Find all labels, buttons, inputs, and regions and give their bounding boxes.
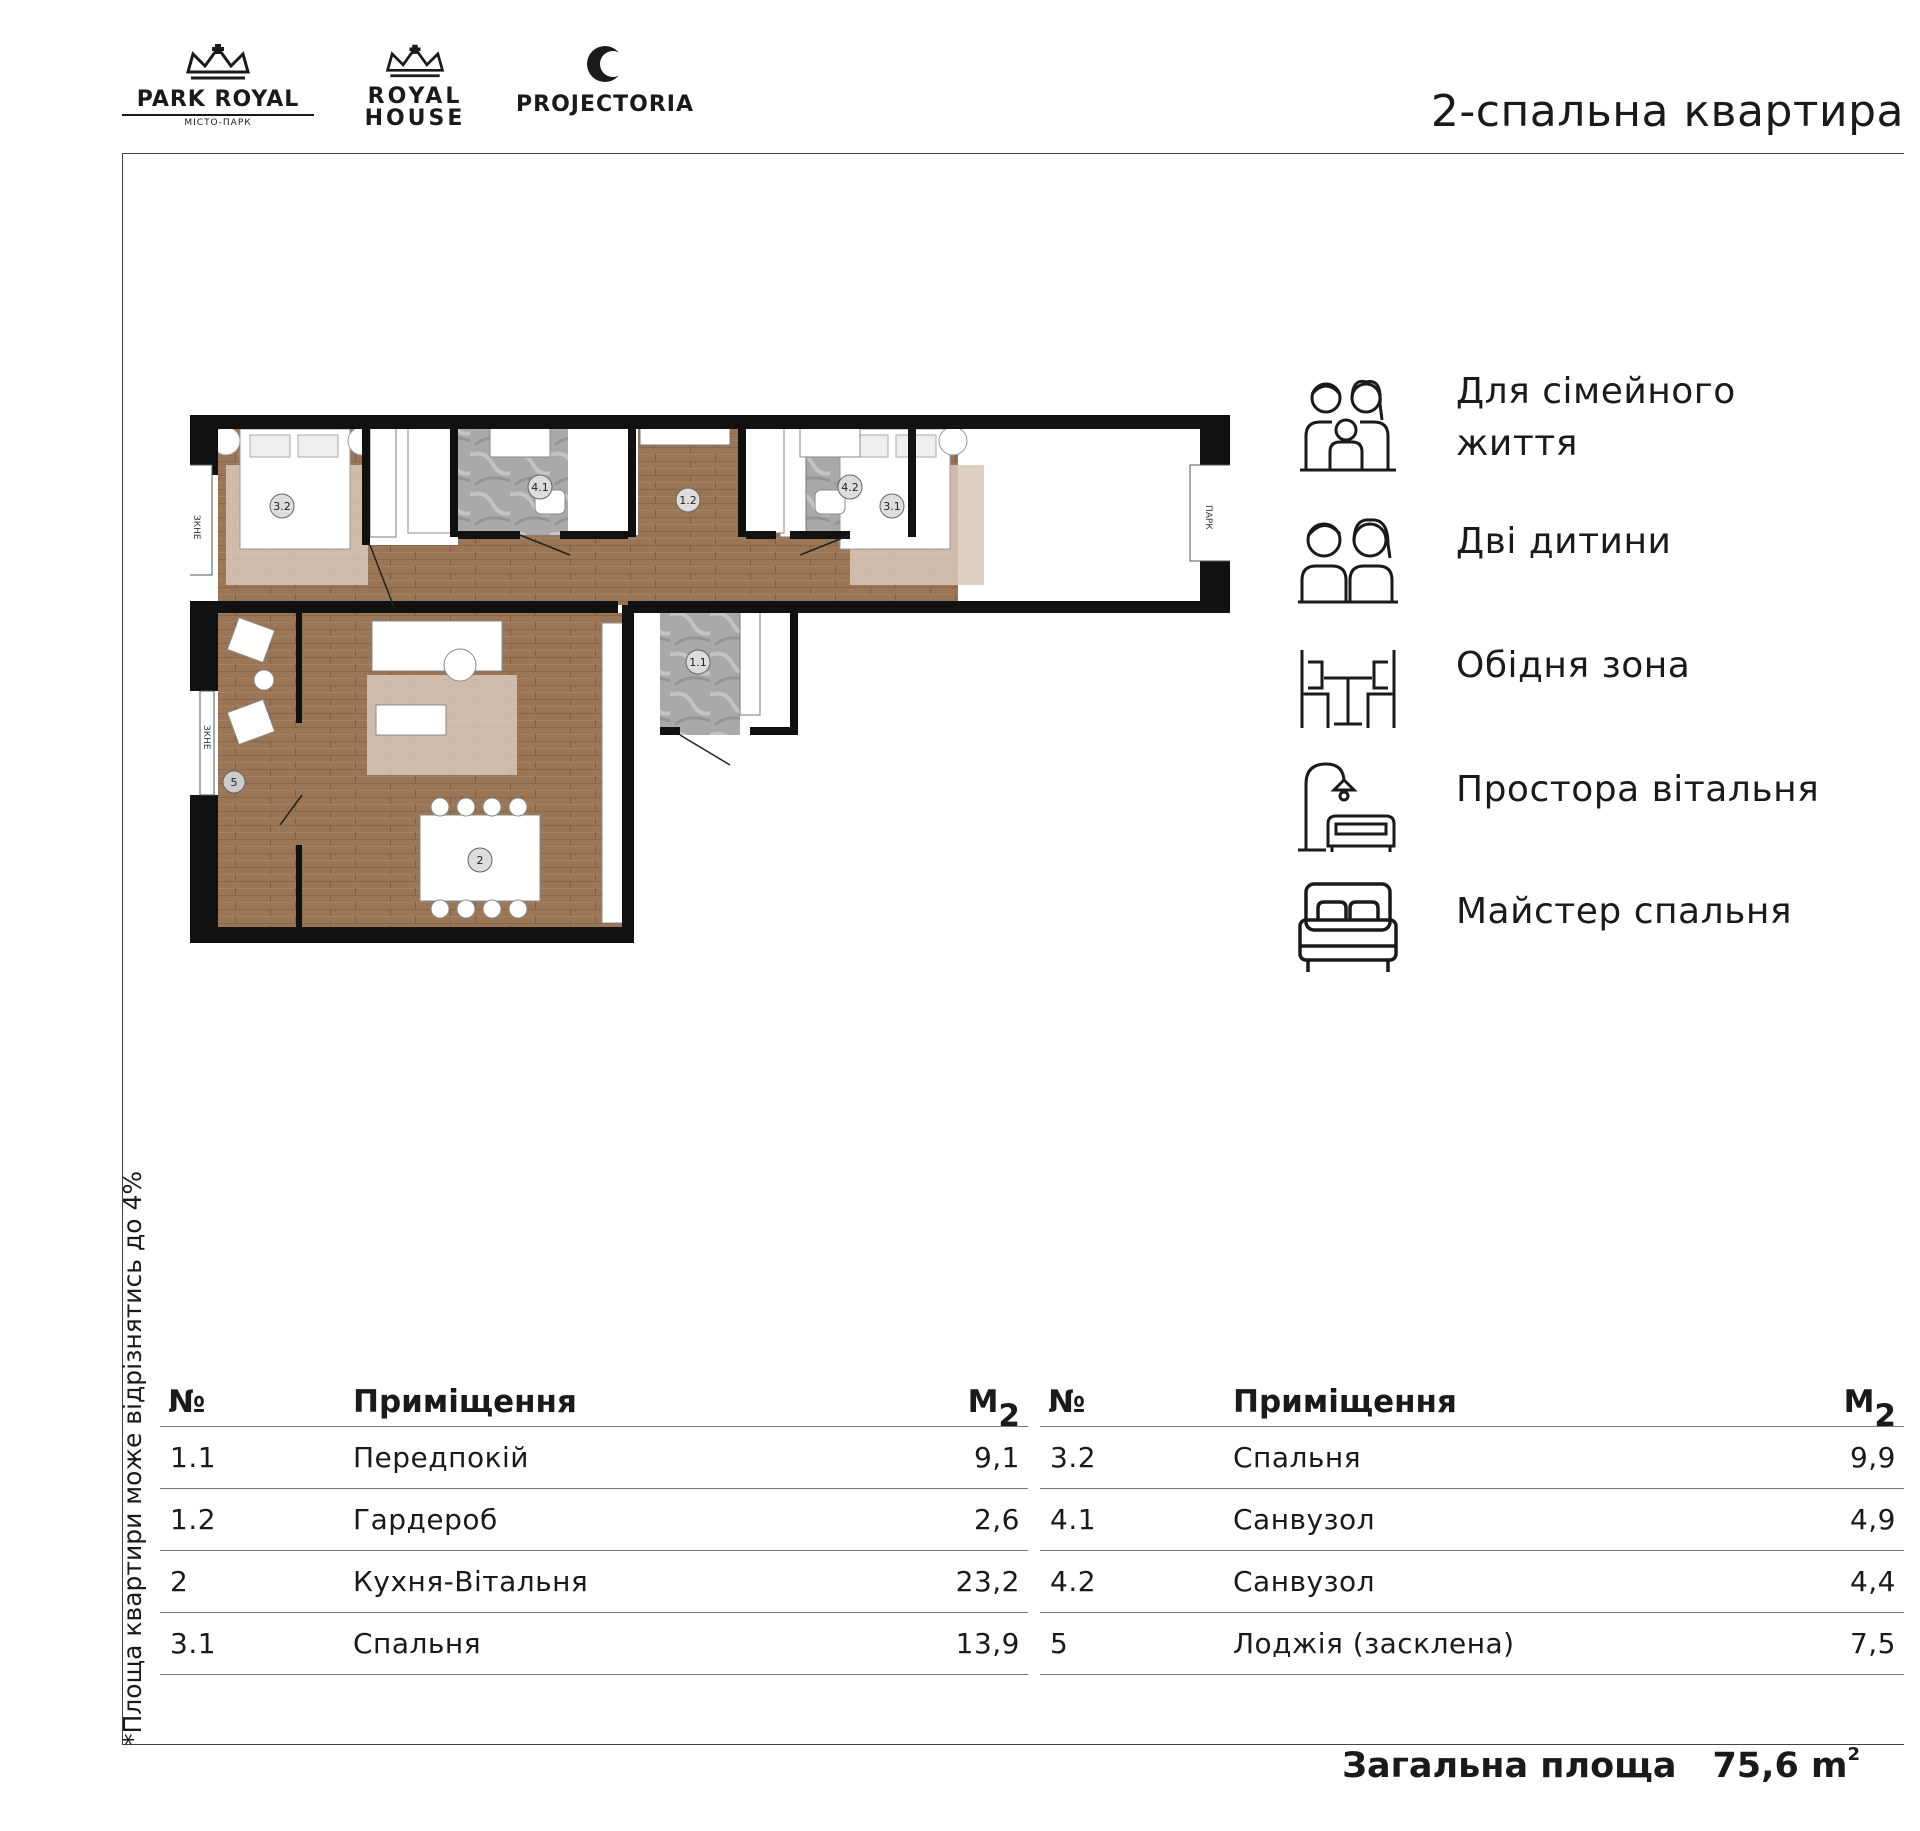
bed-icon [1296,876,1400,980]
row-number: 5 [1050,1627,1069,1660]
row-number: 2 [170,1565,189,1598]
crown-icon [383,44,447,82]
room-label-2: 2 [476,854,484,867]
header-room: Приміщення [1233,1384,1457,1420]
row-room: Передпокій [353,1441,529,1474]
crown-icon [183,44,253,84]
total-area-label: Загальна площа [1342,1746,1677,1786]
feature-label: Дві дитини [1456,521,1672,562]
park-royal-subtitle: МІСТО-ПАРК [184,118,252,128]
row-area: 9,1 [973,1441,1020,1474]
dining-table-icon [1296,632,1400,736]
frame-bottom-line [122,1744,1904,1745]
table-row [1040,1613,1904,1675]
crescent-icon [583,42,627,86]
window-label-left-bottom: ЗКНЕ [201,725,211,750]
row-area: 2,6 [973,1503,1020,1536]
row-room: Лоджія (засклена) [1233,1627,1515,1660]
row-number: 1.1 [170,1441,217,1474]
projectoria-logo [510,42,700,117]
park-royal-name: PARK ROYAL [136,87,300,112]
row-area: 4,9 [1849,1503,1896,1536]
header-number: № [168,1384,206,1420]
row-number: 3.2 [1050,1441,1097,1474]
feature-label: Майстер спальня [1456,891,1793,932]
park-royal-logo [122,44,314,128]
table-row [1040,1427,1904,1489]
row-room: Санвузол [1233,1565,1376,1598]
royal-house-line1: ROYAL [367,84,463,109]
row-number: 3.1 [170,1627,217,1660]
total-area-value: 75,6 m [1712,1746,1848,1786]
row-area: 4,4 [1849,1565,1896,1598]
feature-label: Для сімейного життя [1456,371,1736,464]
row-room: Кухня-Вітальня [353,1565,589,1598]
table-row [160,1613,1028,1675]
header-area: М2 [967,1384,1020,1434]
room-label-1-1: 1.1 [689,656,707,669]
row-room: Спальня [353,1627,482,1660]
row-room: Спальня [1233,1441,1362,1474]
header-number: № [1048,1384,1086,1420]
family-icon [1296,370,1400,474]
feature-label: Обідня зона [1456,645,1691,686]
row-area: 7,5 [1849,1627,1896,1660]
table-row [160,1551,1028,1613]
row-area: 13,9 [955,1627,1020,1660]
table-row [1040,1551,1904,1613]
row-room: Гардероб [353,1503,498,1536]
total-area [1342,1746,1860,1786]
feature-label: Простора вітальня [1456,769,1820,810]
row-area: 23,2 [955,1565,1020,1598]
area-disclaimer: *Площа квартири може відрізнятись до 4% [118,1170,147,1746]
frame-top-line [122,153,1904,154]
table-header [1040,1370,1904,1434]
table-row [1040,1489,1904,1551]
table-header [160,1370,1028,1434]
room-label-1-2: 1.2 [679,494,697,507]
rooms-table-right [1040,1370,1904,1675]
room-label-3-2: 3.2 [273,500,291,513]
table-row [160,1427,1028,1489]
row-room: Санвузол [1233,1503,1376,1536]
two-children-icon [1296,506,1400,610]
royal-house-logo [360,44,470,130]
logo-divider [122,114,314,116]
header-area: М2 [1843,1384,1896,1434]
projectoria-name: PROJECTORIA [516,92,694,117]
room-label-4-1: 4.1 [531,481,549,494]
room-label-4-2: 4.2 [841,481,859,494]
rooms-table-left [160,1370,1028,1675]
row-number: 1.2 [170,1503,217,1536]
header-room: Приміщення [353,1384,577,1420]
row-area: 9,9 [1849,1441,1896,1474]
living-room-icon [1296,754,1400,858]
page-title: 2-спальна квартира [1430,86,1904,137]
room-label-5: 5 [230,776,238,789]
room-label-3-1: 3.1 [883,500,901,513]
window-label-right: ПАРК [1203,505,1213,530]
row-number: 4.1 [1050,1503,1097,1536]
row-number: 4.2 [1050,1565,1097,1598]
total-area-unit-sup: 2 [1847,1744,1860,1765]
window-label-left-top: ЗКНЕ [191,515,201,540]
royal-house-line2: HOUSE [364,106,466,131]
table-row [160,1489,1028,1551]
floor-plan [190,405,1230,945]
